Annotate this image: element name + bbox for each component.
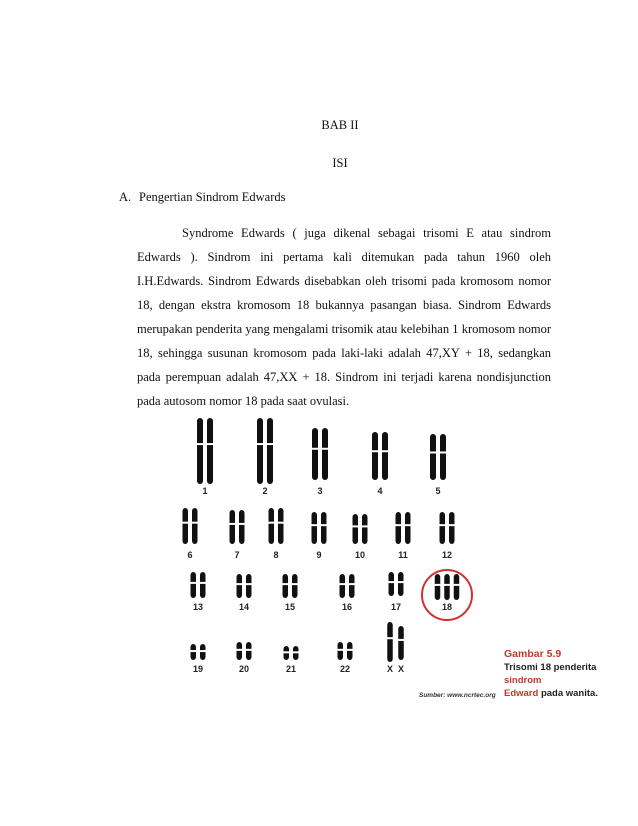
- chromatid: [387, 622, 393, 662]
- chromatid: [269, 508, 275, 544]
- figure-source: Sumber: www.ncrtec.org: [419, 692, 496, 699]
- chromatid: [454, 574, 460, 600]
- centromere: [229, 523, 236, 525]
- centromere: [362, 525, 369, 527]
- centromere: [192, 522, 199, 524]
- chromosome-9: [311, 512, 327, 544]
- centromere: [388, 581, 395, 583]
- chromosome-label: 6: [187, 550, 193, 560]
- centromere: [236, 649, 243, 651]
- chromosome-x: [398, 626, 405, 660]
- chromatid: [239, 510, 245, 544]
- figure-caption: [504, 648, 624, 700]
- centromere: [352, 525, 359, 527]
- chromosome-18: [434, 574, 460, 600]
- chromatid: [322, 428, 328, 480]
- centromere: [405, 524, 412, 526]
- chromosome-label: 7: [234, 550, 240, 560]
- chromatid: [312, 512, 318, 544]
- centromere: [182, 522, 189, 524]
- chromosome-label: 14: [238, 602, 250, 612]
- chromatid: [312, 428, 318, 480]
- chromatid: [200, 572, 206, 598]
- chromosome-22: [337, 642, 353, 660]
- chromosome-label: 20: [238, 664, 250, 674]
- centromere: [453, 584, 460, 586]
- centromere: [382, 450, 389, 452]
- figure-caption-title: Gambar 5.9: [504, 648, 562, 660]
- centromere: [322, 448, 329, 450]
- centromere: [268, 522, 275, 524]
- chromosome-16: [339, 574, 355, 598]
- chromosome-label: 13: [192, 602, 204, 612]
- centromere: [398, 639, 405, 641]
- centromere: [200, 582, 207, 584]
- centromere: [190, 650, 197, 652]
- centromere: [190, 582, 197, 584]
- centromere: [449, 524, 456, 526]
- centromere: [278, 522, 285, 524]
- chromatid: [192, 508, 198, 544]
- chromosome-15: [282, 574, 298, 598]
- centromere: [339, 583, 346, 585]
- chromosome-label: 16: [341, 602, 353, 612]
- chromosome-label: 4: [377, 486, 383, 496]
- chromosome-label: 22: [339, 664, 351, 674]
- centromere: [200, 650, 207, 652]
- centromere: [283, 651, 290, 653]
- chromosome-label: 9: [316, 550, 322, 560]
- chromatid: [405, 512, 411, 544]
- chromosome-12: [439, 512, 455, 544]
- chromosome-label: 10: [354, 550, 366, 560]
- chromosome-19: [190, 644, 206, 660]
- centromere: [430, 451, 437, 453]
- chromatid: [353, 514, 359, 544]
- chromatid: [267, 418, 273, 484]
- body-paragraph: Syndrome Edwards ( juga dikenal sebagai trisomi E atau sindrom Edwards ). Sindrom ini pertama kali ditemukan pada tahun 1960 oleh I.H.Edwards. Sindrom Edwards disebabkan oleh trisomi pada kromosom nomor 18, dengan ekstra kromosom 18 bukannya pasangan biasa. Sindrom Edwards merupakan penderita yang mengalami trisomik atau kelebihan 1 kromosom nomor 18, sehingga susunan kromosom pada laki-laki adalah 47,XY + 18, sedangkan pada perempuan adalah 47,XX + 18. Sindrom ini terjadi karena nondisjunction pada autosom nomor 18 pada saat ovulasi.: [137, 226, 551, 408]
- chapter-subtitle: ISI: [332, 156, 348, 170]
- chromosome-label: 2: [262, 486, 268, 496]
- chromosome-13: [190, 572, 206, 598]
- chromatid: [398, 626, 404, 660]
- chromatid: [430, 434, 436, 480]
- karyotype-figure: [160, 410, 621, 706]
- chromatid: [257, 418, 263, 484]
- centromere: [395, 524, 402, 526]
- chromosome-label: 12: [441, 550, 453, 560]
- centromere: [267, 443, 274, 445]
- chromosome-label: X: [397, 664, 405, 674]
- centromere: [197, 443, 204, 445]
- chromatid: [340, 574, 346, 598]
- centromere: [347, 649, 354, 651]
- chromosome-11: [395, 512, 411, 544]
- centromere: [257, 443, 264, 445]
- chromatid: [444, 574, 450, 600]
- chromatid: [389, 572, 395, 596]
- chromosome-label: 5: [435, 486, 441, 496]
- figure-caption-line1: [504, 661, 624, 687]
- chromosome-label: 11: [398, 550, 408, 560]
- chromatid: [237, 574, 243, 598]
- chromosome-5: [430, 434, 447, 480]
- centromere: [207, 443, 214, 445]
- chromatid: [398, 572, 404, 596]
- chromatid: [278, 508, 284, 544]
- section-title: Pengertian Sindrom Edwards: [139, 190, 286, 204]
- section-letter: A.: [119, 190, 132, 204]
- chromosome-label: 8: [273, 550, 279, 560]
- chromatid: [197, 418, 203, 484]
- chromosome-8: [268, 508, 284, 544]
- chromosome-label: 19: [192, 664, 204, 674]
- chromosome-4: [372, 432, 389, 480]
- centromere: [439, 524, 446, 526]
- centromere: [387, 637, 394, 639]
- centromere: [282, 583, 289, 585]
- chromatid: [382, 432, 388, 480]
- centromere: [440, 451, 447, 453]
- centromere: [372, 450, 379, 452]
- chromosome-1: [197, 418, 214, 484]
- centromere: [321, 524, 328, 526]
- chromatid: [283, 574, 289, 598]
- caption-highlight: sindrom: [504, 675, 542, 686]
- chromosome-label: 1: [202, 486, 208, 496]
- chromosome-label: 15: [284, 602, 296, 612]
- chromatid: [338, 642, 344, 660]
- centromere: [292, 583, 299, 585]
- chromosome-21: [283, 646, 299, 660]
- chromatid: [230, 510, 236, 544]
- chromatid: [207, 418, 213, 484]
- centromere: [398, 581, 405, 583]
- chromatid: [246, 574, 252, 598]
- chromosome-label: X: [386, 664, 394, 674]
- caption-text: pada wanita.: [538, 688, 598, 699]
- section-heading: [119, 190, 286, 205]
- chromosome-label: 18: [441, 602, 453, 612]
- figure-caption-line2: [504, 687, 624, 700]
- chromatid: [440, 434, 446, 480]
- chromosome-label: 3: [317, 486, 323, 496]
- chromosome-10: [352, 514, 368, 544]
- centromere: [236, 583, 243, 585]
- chromatid: [246, 642, 252, 660]
- centromere: [246, 649, 253, 651]
- centromere: [337, 649, 344, 651]
- caption-text: Trisomi 18 penderita: [504, 662, 597, 673]
- caption-highlight: Edward: [504, 688, 539, 699]
- chromatid: [440, 512, 446, 544]
- centromere: [246, 583, 253, 585]
- chromosome-x: [387, 622, 394, 662]
- chromatid: [372, 432, 378, 480]
- chromosome-6: [182, 508, 198, 544]
- chromosome-2: [257, 418, 274, 484]
- centromere: [434, 584, 441, 586]
- centromere: [349, 583, 356, 585]
- chromosome-20: [236, 642, 252, 660]
- centromere: [312, 448, 319, 450]
- chromosome-label: 21: [285, 664, 297, 674]
- chromosome-3: [312, 428, 329, 480]
- centromere: [444, 584, 451, 586]
- chromatid: [349, 574, 355, 598]
- chromatid: [292, 574, 298, 598]
- chromatid: [449, 512, 455, 544]
- chromosome-7: [229, 510, 245, 544]
- centromere: [293, 651, 300, 653]
- chromatid: [396, 512, 402, 544]
- chromatid: [347, 642, 353, 660]
- chapter-heading: BAB II: [321, 118, 359, 132]
- chromatid: [183, 508, 189, 544]
- chromosome-17: [388, 572, 404, 596]
- chromatid: [321, 512, 327, 544]
- chromatid: [191, 572, 197, 598]
- chromosome-label: 17: [390, 602, 402, 612]
- chromatid: [237, 642, 243, 660]
- centromere: [311, 524, 318, 526]
- chromosome-14: [236, 574, 252, 598]
- chromatid: [435, 574, 441, 600]
- centromere: [239, 523, 246, 525]
- chromatid: [362, 514, 368, 544]
